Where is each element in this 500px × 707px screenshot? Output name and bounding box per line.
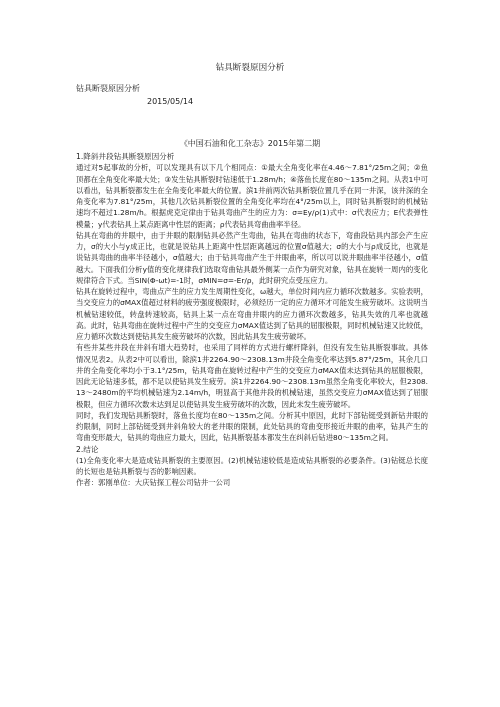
paragraph: 钻具在弯曲的井眼中，由于井眼的限制钻具必然产生弯曲，钻具在弯曲的状态下，弯曲段钻具内部会产生应力，σ的大小与y成正比，也就是说钻具上距离中性层距离越远的位置σ值越大；σ的大小与ρ成反比，也就是说钻具弯曲的曲率半径越小，σ值越大；由于钻具弯曲产生于井眼曲率，所以可以说井眼曲率半径越小，σ值越大。下面我们分析y值的变化规律我们选取弯曲钻具最外侧某一点作为研究对象，钻具在旋转一周内的变化规律符合下式。当SIN(Φ-ωt)=-1时，σMIN=σ=-Er/ρ，此时研究点受压应力。 (76, 230, 428, 285)
document-title: 钻具断裂原因分析 (215, 63, 285, 73)
section-heading: 1.降斜井段钻具断裂原因分析 (76, 152, 175, 161)
document-body (76, 151, 428, 489)
document-source: 《中国石油和化工杂志》2015年第二期 (179, 139, 321, 148)
paragraph: 有些井某些井段在井斜有增大趋势时，也采用了同样的方式进行螺杆降斜，但没有发生钻具断裂事故。具体情况见表2。从表2中可以看出，除滨1井2264.90～2308.13m井段全角变化率达到5.87°/25m，其余几口井的全角变化率均小于3.1°/25m，钻具弯曲在旋转过程中产生的交变应力σMAX值未达到钻具的屈服极限，因此无论钻速多低，都不足以使钻具发生疲劳。滨1井2264.90～2308.13m虽然全角变化率较大，但2308.13～2480m的平均机械钻速为2.14m/h，明显高于其他井段的机械钻速，虽然交变应力σMAX值达到了屈服极限，但应力循环次数未达到足以使钻具发生疲劳破坏的次数，因此未发生疲劳破坏。 (76, 343, 428, 409)
paragraph: 通过对5起事故的分析，可以发现具有以下几个相同点：①最大全角变化率在4.46～7.81°/25m之间；②鱼顶都在全角变化率最大处；③发生钻具断裂时钻速低于1.28m/h；④落鱼长度在80～135m之间。从表1中可以看出，钻具断裂都发生在全角变化率最大的位置。滨1井前两次钻具断裂位置几乎在同一井深，该井深的全角变化率为7.81°/25m，其他几次钻具断裂位置的全角变化率均在4°/25m以上，同时钻具断裂时的机械钻速均不超过1.28m/h。根据虎克定律由于钻具弯曲产生的应力为：σ=Ey/ρ(1)式中：σ代表应力；E代表弹性模量；y代表钻具上某点距离中性层的距离；ρ代表钻具弯曲曲率半径。 (76, 163, 428, 229)
document-subtitle: 钻具断裂原因分析 (76, 84, 140, 93)
author-line: 作者：郭刚单位：大庆钻探工程公司钻井一公司 (76, 478, 231, 488)
document-date: 2015/05/14 (147, 97, 194, 106)
paragraph: (1)全角变化率大是造成钻具断裂的主要原因。(2)机械钻速较低是造成钻具断裂的必要条件。(3)钻铤总长度的长短也是钻具断裂与否的影响因素。 (76, 455, 428, 476)
paragraph: 同时，我们发现钻具断裂时，落鱼长度均在80～135m之间。分析其中原因，此时下部钻铤受到新钻井眼的约限制，同时上部钻铤受到井斜角较大的老井眼的限制，此处钻具的弯曲变形接近井眼的曲率，钻具产生的弯曲变形最大，钻具的弯曲应力最大，因此，钻具断裂基本都发生在纠斜后钻进80～135m之间。 (76, 410, 428, 443)
section-heading: 2.结论 (76, 444, 99, 454)
paragraph: 钻具在旋转过程中，弯曲点产生的应力发生周期性变化，ω越大，单位时间内应力循环次数越多。实验表明，当交变应力的σMAX值超过材料的疲劳强度极限时，必须经历一定的应力循环才可能发生疲劳破坏。这说明当机械钻速较低，转盘转速较高，钻具上某一点在弯曲井眼内的应力循环次数越多，钻具失效的几率也就越高。此时，钻具弯曲在旋转过程中产生的交变应力σMAX值达到了钻具的屈服极限，同时机械钻速又比较低，应力循环次数达到使钻具发生疲劳破坏的次数，因此钻具发生疲劳破坏。 (76, 287, 428, 341)
